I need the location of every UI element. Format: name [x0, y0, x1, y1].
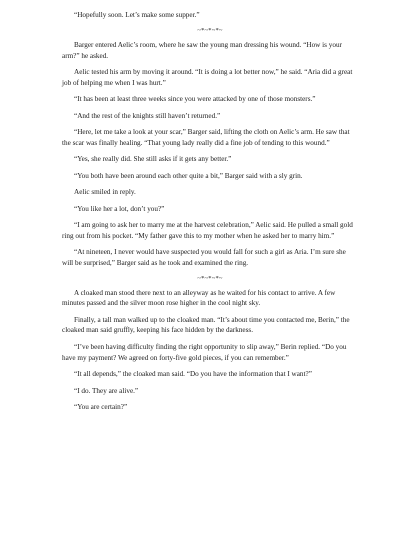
paragraph: “At nineteen, I never would have suspected you would fall for such a girl as Aria. I’m sure she will be surprised,” Barger said as he took and examined the ring. [62, 248, 346, 267]
paragraph: “I am going to ask her to marry me at the harvest celebration,” Aelic said. He pulled a small gold ring out from his pocket. “My father gave this to my mother when he asked her to marry him.” [62, 221, 353, 240]
paragraph: “It all depends,” the cloaked man said. “Do you have the information that I want?” [74, 370, 312, 379]
paragraph: “You both have been around each other quite a bit,” Barger said with a sly grin. [74, 171, 303, 180]
paragraph: “Yes, she really did. She still asks if it gets any better.” [74, 155, 232, 164]
paragraph: “I’ve been having difficulty finding the right opportunity to slip away,” Berin replied. “Do you have my payment? We agreed on forty-five gold pieces, if you can remember.” [62, 342, 347, 362]
paragraph: “Hopefully soon. Let’s make some supper.” [74, 11, 200, 19]
scene-separator: ~*~*~*~ [197, 27, 223, 35]
paragraph: “It has been at least three weeks since you were attacked by one of those monsters.” [74, 95, 316, 104]
paragraph: “I do. They are alive.” [74, 386, 139, 395]
paragraph: “You are certain?” [74, 402, 128, 411]
paragraph: Barger entered Aelic’s room, where he saw the young man dressing his wound. “How is your arm?” he asked. [62, 40, 342, 60]
paragraph: “You like her a lot, don’t you?” [74, 204, 165, 213]
paragraph: Aelic tested his arm by moving it around. “It is doing a lot better now,” he said. “Aria did a great job of helping me when I was hurt.” [62, 68, 353, 87]
paragraph: Finally, a tall man walked up to the cloaked man. “It’s about time you contacted me, Berin,” the cloaked man said gruffly, keeping his face hidden by the darkness. [62, 315, 350, 335]
paragraph: “And the rest of the knights still haven’t returned.” [74, 111, 221, 120]
paragraph: A cloaked man stood there next to an alleyway as he waited for his contact to arrive. A few minutes passed and the silver moon rose higher in the cool night sky. [62, 288, 336, 308]
scene-separator: ~*~*~*~ [197, 275, 223, 283]
paragraph: Aelic smiled in reply. [74, 188, 136, 197]
paragraph: “Here, let me take a look at your scar,” Barger said, lifting the cloth on Aelic’s arm. He saw that the scar was finally healing. “That young lady really did a fine job of tending to this wound.” [62, 128, 350, 147]
